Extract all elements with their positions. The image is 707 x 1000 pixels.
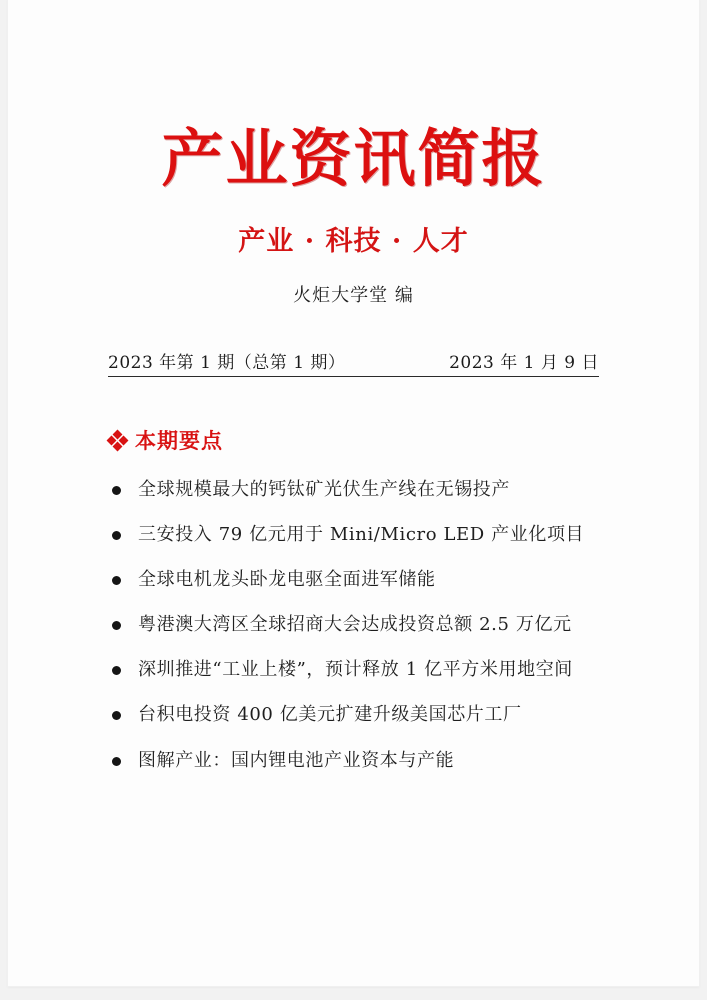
subtitle: 产业 · 科技 · 人才 (238, 226, 469, 257)
list-item (112, 748, 699, 774)
list-item (112, 477, 699, 503)
bullet-dot-icon (112, 757, 121, 766)
list-item-text: 粤港澳大湾区全球招商大会达成投资总额 2.5 万亿元 (138, 614, 572, 636)
list-item (112, 657, 699, 683)
list-item-text: 图解产业：国内锂电池产业资本与产能 (138, 749, 455, 771)
list-item-text: 台积电投资 400 亿美元扩建升级美国芯片工厂 (138, 704, 522, 726)
list-item-text: 深圳推进“工业上楼”，预计释放 1 亿平方米用地空间 (138, 659, 573, 681)
editor-credit: 火炬大学堂 编 (293, 285, 414, 306)
list-item-text: 三安投入 79 亿元用于 Mini/Micro LED 产业化项目 (138, 524, 585, 546)
issue-date-bar (108, 349, 599, 377)
bullet-dot-icon (112, 711, 121, 720)
bullet-dot-icon (112, 531, 121, 540)
document-page (8, 0, 699, 986)
list-item-text: 全球规模最大的钙钛矿光伏生产线在无锡投产 (138, 479, 510, 500)
page-content (8, 0, 699, 793)
bullet-dot-icon (112, 621, 121, 630)
bullet-dot-icon (112, 576, 121, 585)
page-title: 产业资讯简报 (161, 122, 546, 195)
bullet-dot-icon (112, 486, 121, 495)
list-item (112, 522, 699, 548)
issue-number: 2023 年第 1 期（总第 1 期） (108, 353, 346, 373)
list-item (112, 612, 699, 638)
diamond-cluster-icon (108, 431, 127, 450)
masthead (8, 0, 699, 305)
list-item (112, 702, 699, 728)
issue-date: 2023 年 1 月 9 日 (449, 353, 599, 373)
highlights-list (112, 477, 699, 774)
section-heading (108, 425, 699, 455)
section-heading-label: 本期要点 (135, 429, 223, 453)
bullet-dot-icon (112, 666, 121, 675)
list-item (112, 567, 699, 593)
list-item-text: 全球电机龙头卧龙电驱全面进军储能 (138, 569, 436, 591)
